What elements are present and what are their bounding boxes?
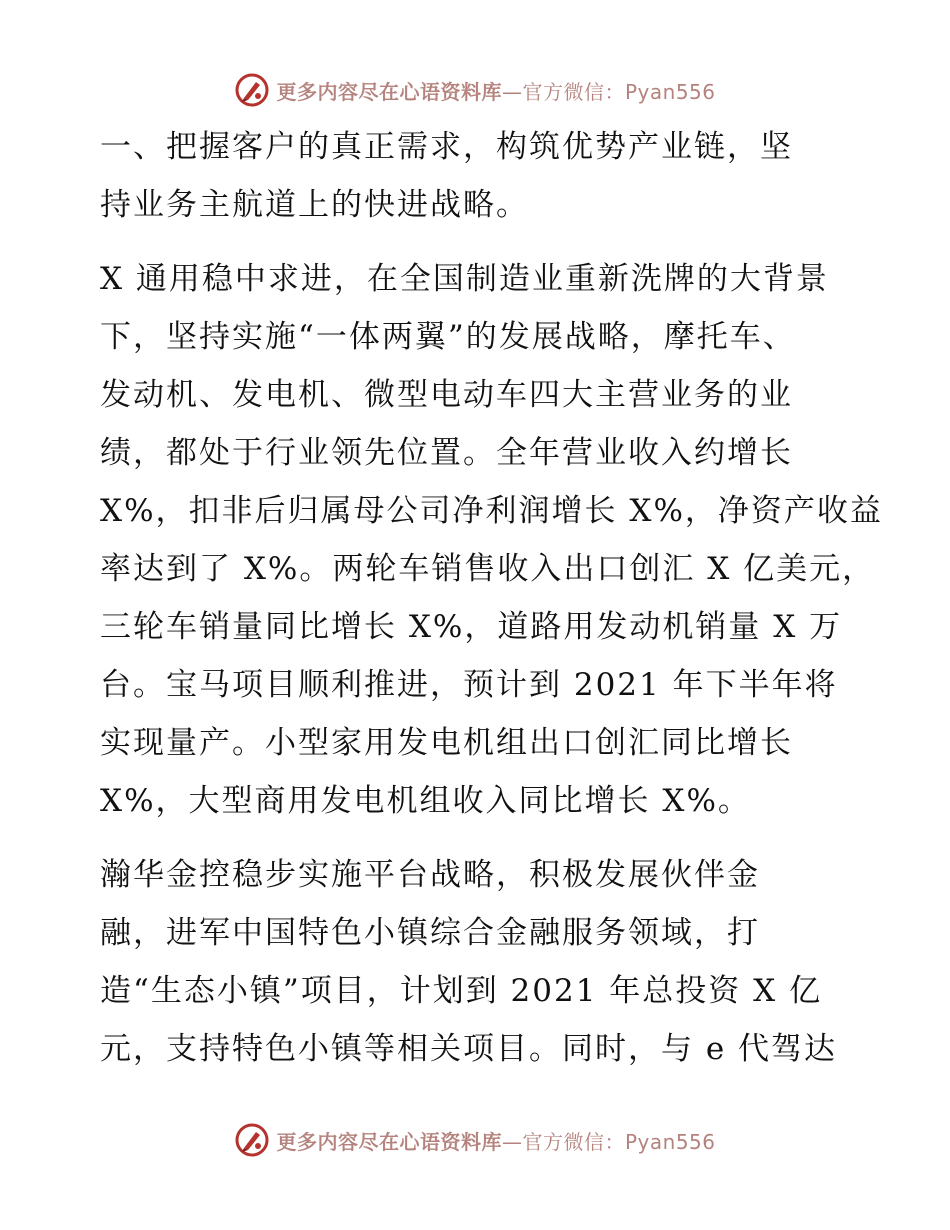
banner-dash: —	[501, 79, 523, 104]
banner-wechat-id: Pyan556	[624, 1129, 716, 1154]
text-line: 瀚华金控稳步实施平台战略，积极发展伙伴金	[100, 857, 760, 893]
paragraph-2	[100, 250, 883, 830]
header-banner	[0, 70, 950, 110]
banner-official-label: 官方微信：	[522, 1129, 625, 1154]
banner-dash: —	[501, 1129, 523, 1154]
text-line: 三轮车销量同比增长 X%，道路用发动机销量 X 万	[100, 609, 843, 645]
paragraph-3	[100, 846, 860, 1078]
banner-text	[276, 76, 715, 105]
text-line: 下，坚持实施“一体两翼”的发展战略，摩托车、	[100, 319, 796, 355]
banner-official-label: 官方微信：	[522, 79, 625, 104]
footer-banner	[0, 1120, 950, 1160]
banner-text	[276, 1126, 715, 1155]
text-line: 造“生态小镇”项目，计划到 2021 年总投资 X 亿	[100, 973, 823, 1009]
text-line: 一、把握客户的真正需求，构筑优势产业链，坚	[100, 129, 793, 165]
text-line: X%，大型商用发电机组收入同比增长 X%。	[100, 783, 751, 819]
text-line: 元，支持特色小镇等相关项目。同时，与 e 代驾达	[100, 1031, 838, 1067]
pen-logo-icon	[234, 1122, 270, 1158]
text-line: 率达到了 X%。两轮车销售收入出口创汇 X 亿美元，	[100, 551, 876, 587]
text-line: 融，进军中国特色小镇综合金融服务领域，打	[100, 915, 760, 951]
text-line: 绩，都处于行业领先位置。全年营业收入约增长	[100, 435, 793, 471]
document-body	[100, 118, 883, 1078]
banner-main-text: 更多内容尽在心语资料库	[276, 1129, 502, 1154]
text-line: 实现量产。小型家用发电机组出口创汇同比增长	[100, 725, 793, 761]
text-line: 发动机、发电机、微型电动车四大主营业务的业	[100, 377, 793, 413]
banner-wechat-id: Pyan556	[624, 79, 716, 104]
text-line: 持业务主航道上的快进战略。	[100, 187, 529, 223]
banner-main-text: 更多内容尽在心语资料库	[276, 79, 502, 104]
text-line: X 通用稳中求进，在全国制造业重新洗牌的大背景	[100, 261, 829, 297]
paragraph-1	[100, 118, 860, 234]
text-line: 台。宝马项目顺利推进，预计到 2021 年下半年将	[100, 667, 838, 703]
text-line: X%，扣非后归属母公司净利润增长 X%，净资产收益	[100, 493, 883, 529]
pen-logo-icon	[234, 72, 270, 108]
